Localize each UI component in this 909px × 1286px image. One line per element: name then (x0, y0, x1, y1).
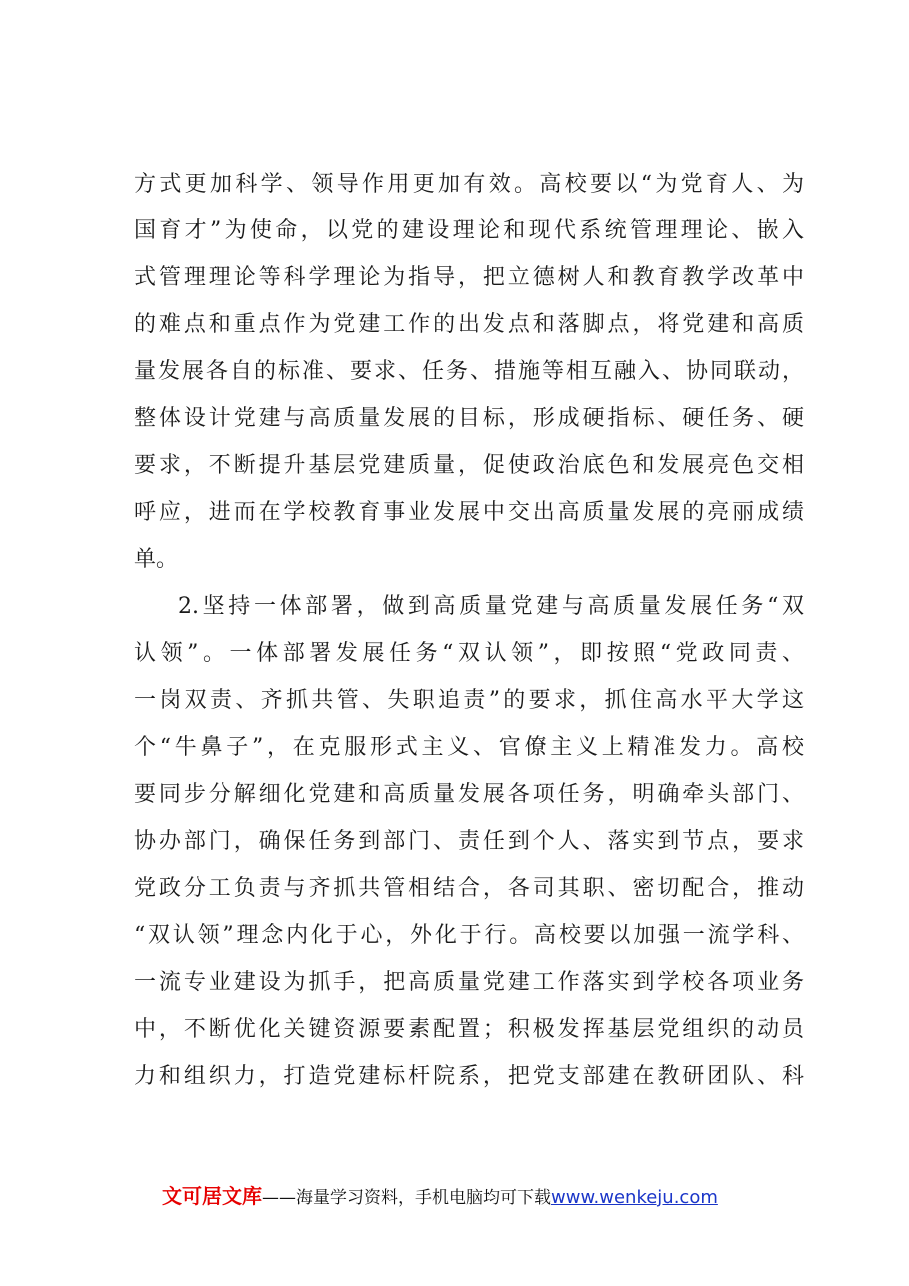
paragraph-line: 党政分工负责与齐抓共管相结合，各司其职、密切配合，推动 (134, 876, 804, 901)
paragraph-line: 一流专业建设为抓手，把高质量党建工作落实到学校各项业务 (134, 970, 804, 995)
paragraph-line: 的难点和重点作为党建工作的出发点和落脚点，将党建和高质 (134, 312, 804, 337)
paragraph-line: 整体设计党建与高质量发展的目标，形成硬指标、硬任务、硬 (134, 406, 804, 431)
paragraph-line: 2.坚持一体部署，做到高质量党建与高质量发展任务“双 (178, 594, 804, 619)
paragraph-line: 协办部门，确保任务到部门、责任到个人、落实到节点，要求 (134, 829, 804, 854)
paragraph-line: 要求，不断提升基层党建质量，促使政治底色和发展亮色交相 (134, 453, 804, 478)
website-link[interactable]: www.wenkeju.com (551, 1187, 718, 1208)
paragraph-line: 呼应，进而在学校教育事业发展中交出高质量发展的亮丽成绩 (134, 500, 804, 525)
paragraph-line: 方式更加科学、领导作用更加有效。高校要以“为党育人、为 (134, 172, 804, 197)
paragraph-line: 国育才”为使命，以党的建设理论和现代系统管理理论、嵌入 (134, 218, 804, 243)
paragraph-line: 认领”。一体部署发展任务“双认领”，即按照“党政同责、 (134, 641, 804, 666)
footer-tagline: ——海量学习资料，手机电脑均可下载 (262, 1188, 551, 1208)
paragraph-line: 个“牛鼻子”，在克服形式主义、官僚主义上精准发力。高校 (134, 735, 804, 760)
paragraph-line: 力和组织力，打造党建标杆院系，把党支部建在教研团队、科 (134, 1064, 804, 1089)
paragraph-line: 要同步分解细化党建和高质量发展各项任务，明确牵头部门、 (134, 782, 804, 807)
paragraph-line: 式管理理论等科学理论为指导，把立德树人和教育教学改革中 (134, 265, 804, 290)
footer-banner (162, 1180, 718, 1212)
paragraph-line: 单。 (134, 547, 179, 572)
paragraph-line: 中，不断优化关键资源要素配置；积极发挥基层党组织的动员 (134, 1017, 804, 1042)
paragraph-line: “双认领”理念内化于心，外化于行。高校要以加强一流学科、 (134, 923, 804, 948)
paragraph-line: 一岗双责、齐抓共管、失职追责”的要求，抓住高水平大学这 (134, 688, 804, 713)
paragraph-line: 量发展各自的标准、要求、任务、措施等相互融入、协同联动， (134, 359, 804, 384)
brand-name: 文可居文库 (162, 1184, 262, 1208)
